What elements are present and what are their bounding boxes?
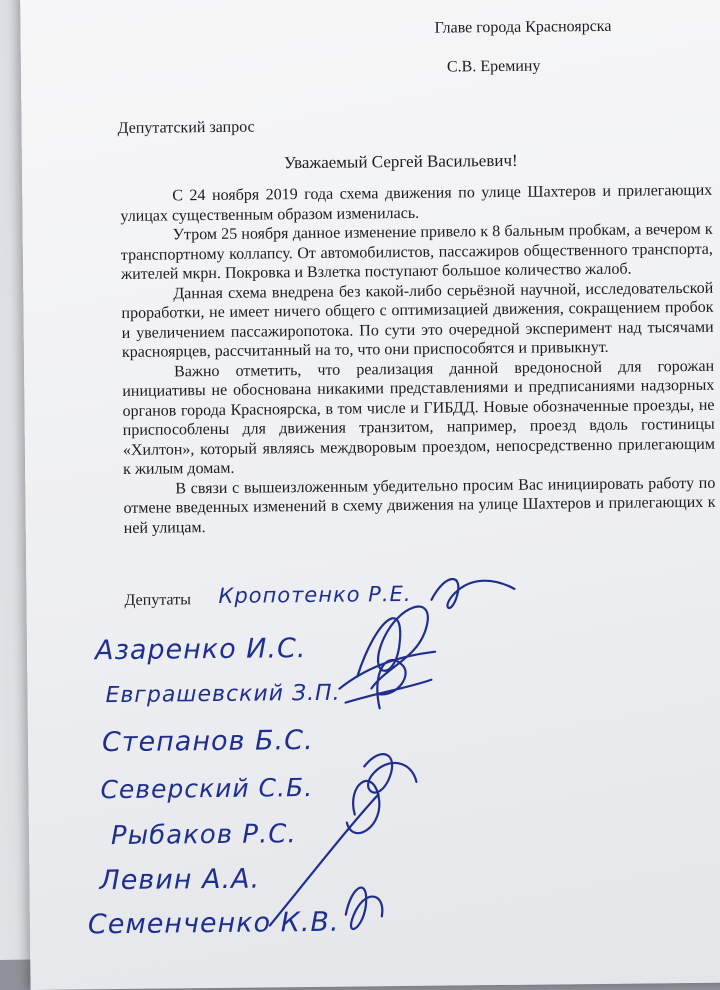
addressee-title: Главе города Красноярска <box>434 17 612 37</box>
signature-name: Семенченко К.В. <box>87 906 340 941</box>
signature-name: Рыбаков Р.С. <box>110 819 297 852</box>
document-sheet <box>20 0 720 990</box>
paragraph: Данная схема внедрена без какой-либо серьёзной научной, исследовательской проработки, не имеет ничего общего с оптимизацией движения, сокращением пробок и увеличением пассажиропотока. По сути это очередной эксперимент над тысячами красноярцев, рассчитанный на то, что они приспособятся и привыкнут. <box>121 279 714 361</box>
signature-name: Евграшевский З.П. <box>105 680 341 709</box>
greeting: Уважаемый Сергей Васильевич! <box>283 150 518 173</box>
signers-label: Депутаты <box>124 591 191 609</box>
signature-name: Степанов Б.С. <box>101 724 314 759</box>
signature-name: Левин А.А. <box>99 863 261 897</box>
paragraph: Утром 25 ноября данное изменение привело к 8 бальным пробкам, а вечером к транспортному коллапсу. От автомобилистов, пассажиров общественного транспорта, жителей мкрн. Покровка и Взлетка поступают большое количество жалоб. <box>120 220 713 283</box>
signature-mark <box>431 578 514 608</box>
document-type: Депутатский запрос <box>117 118 255 137</box>
signature-scribbles <box>20 0 720 980</box>
signature-mark <box>339 652 436 703</box>
paragraph: В связи с вышеизложенным убедительно просим Вас инициировать работу по отмене введенных изменений в схему движения на улице Шахтеров и прилегающих к ней улицам. <box>123 474 716 537</box>
signature-mark <box>346 887 383 929</box>
signature-name: Кропотенко Р.Е. <box>218 581 412 608</box>
signature-mark <box>269 794 380 925</box>
paragraph: С 24 ноября 2019 года схема движения по улице Шахтеров и прилегающих улицах существенным образом изменилась. <box>120 181 713 225</box>
signature-mark <box>357 606 429 688</box>
signature-name: Северский С.Б. <box>100 772 314 805</box>
paragraph: Важно отметить, что реализация данной вредоносной для горожан инициативы не обоснована никакими представлениями и предписаниями надзорных органов города Красноярска, в том числе и ГИБДД. Новые обозначенные проезды, не приспособлены для движения транзитом, например, проезд вдоль гостиницы «Хилтон», который являясь междворовым проездом, непосредственно прилегающим к жилым домам. <box>122 357 715 478</box>
signature-mark <box>364 754 416 793</box>
addressee-name: С.В. Еремину <box>446 57 541 76</box>
signature-name: Азаренко И.С. <box>94 633 307 667</box>
